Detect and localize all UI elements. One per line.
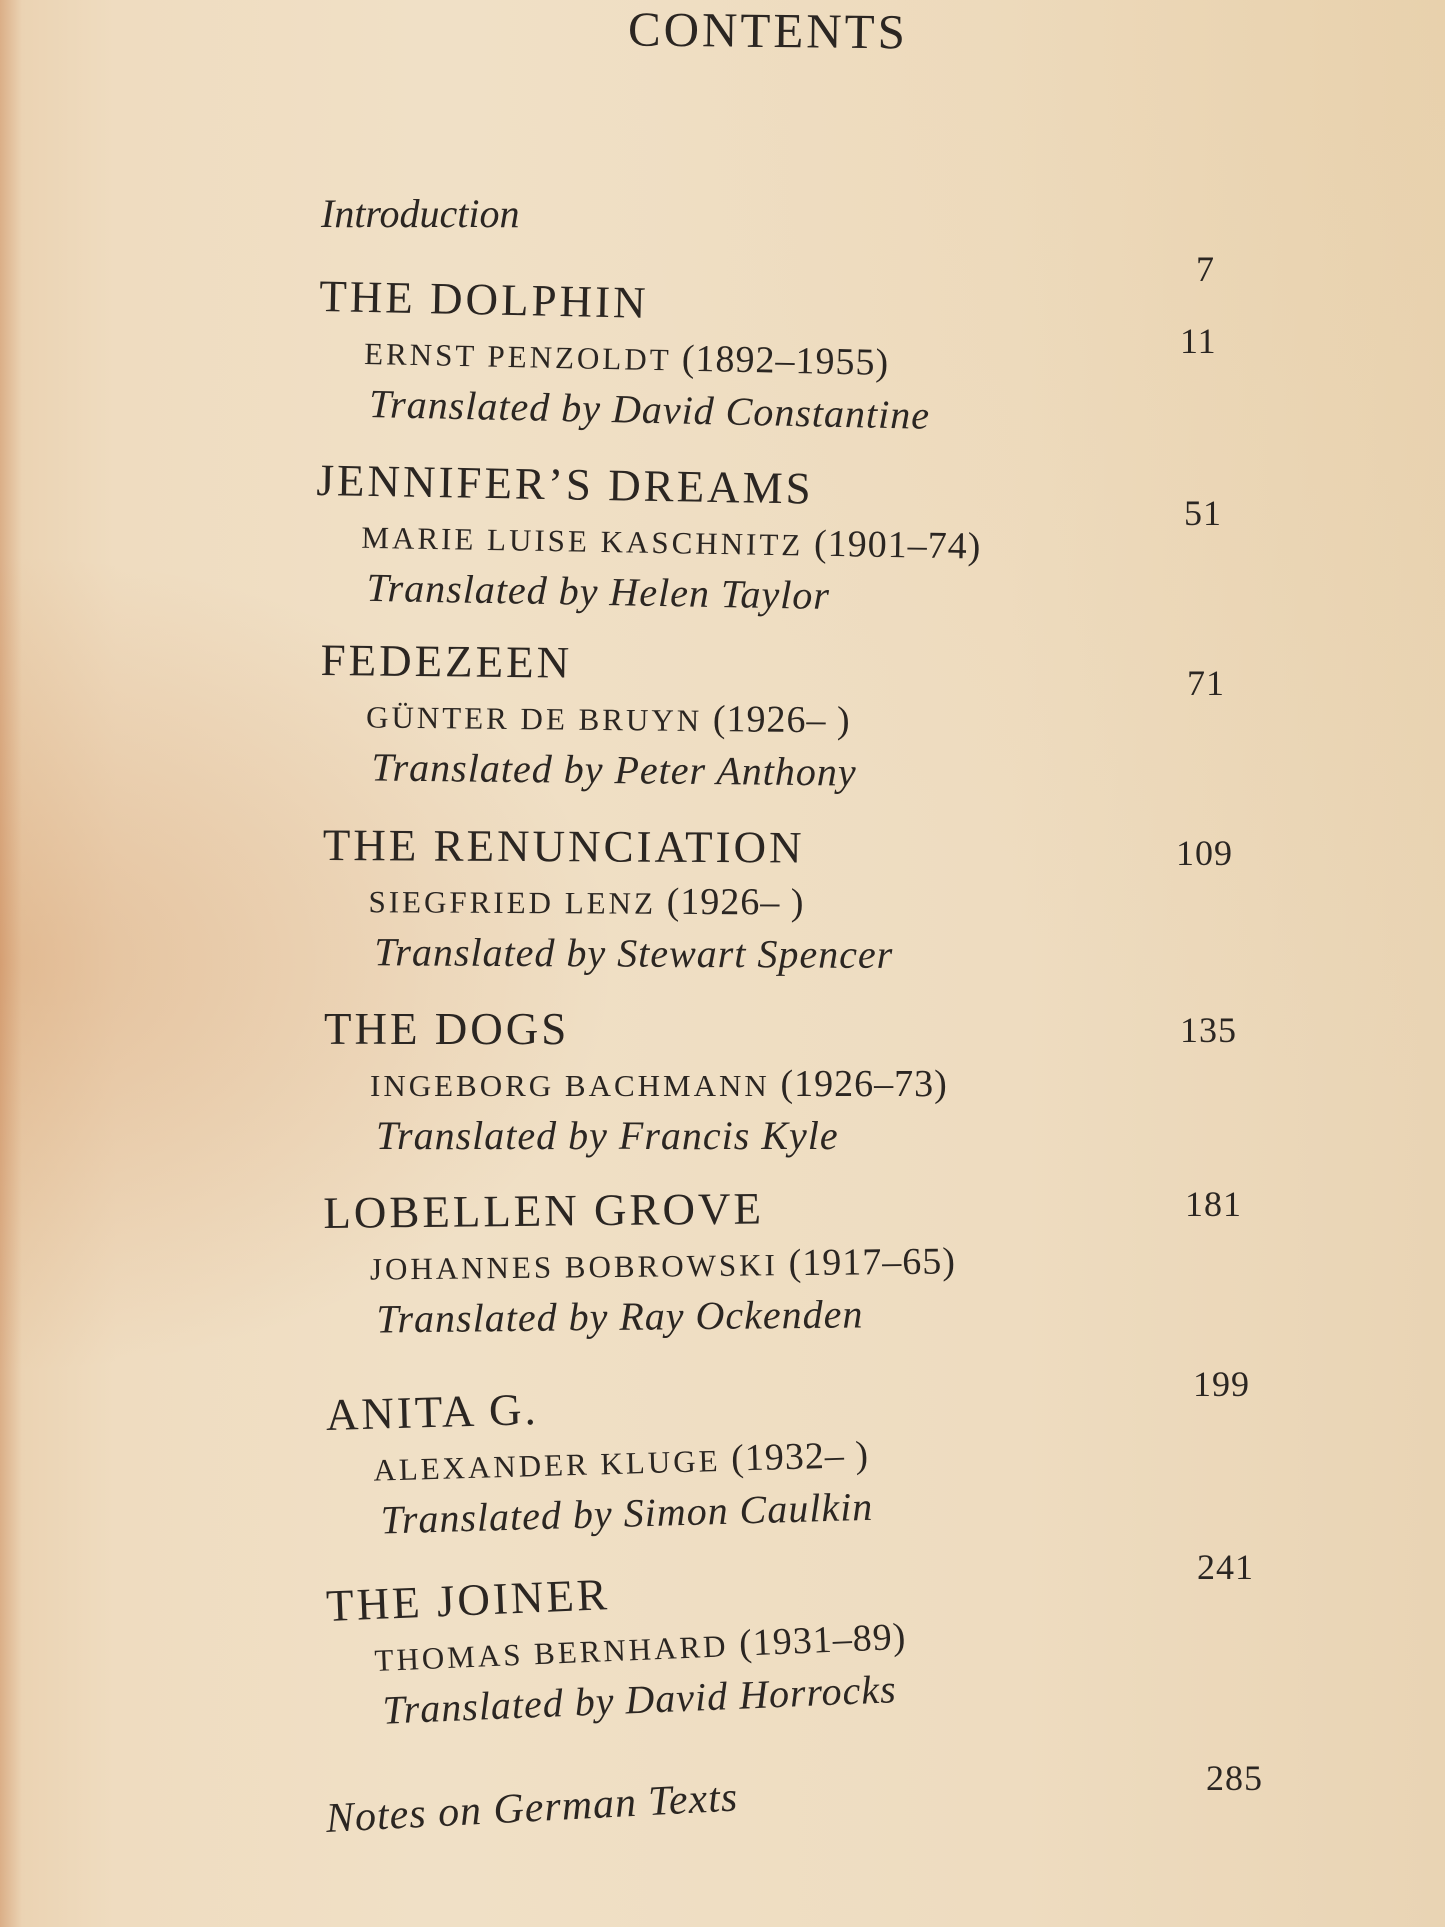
story-title: JENNIFER’S DREAMS	[316, 454, 815, 514]
author-name: MARIE LUISE KASCHNITZ	[361, 519, 804, 563]
author-years: (1917–65)	[788, 1240, 957, 1285]
page-number: 199	[1193, 1364, 1250, 1404]
author-line	[366, 690, 858, 747]
toc-entry	[317, 266, 933, 441]
translator-line: Translated by Peter Anthony	[371, 744, 857, 795]
author-name: ALEXANDER KLUGE	[372, 1442, 721, 1488]
story-title: THE RENUNCIATION	[322, 819, 805, 873]
author-name: GÜNTER DE BRUYN	[365, 699, 703, 738]
contents-heading: CONTENTS	[627, 1, 909, 60]
story-title: LOBELLEN GROVE	[323, 1183, 765, 1238]
author-name: SIEGFRIED LENZ	[368, 884, 657, 921]
page-edge-shadow	[0, 0, 22, 1927]
page-number: 71	[1187, 663, 1225, 703]
translator-line: Translated by Francis Kyle	[376, 1113, 839, 1158]
page-number: 181	[1185, 1184, 1242, 1224]
author-years: (1926– )	[712, 698, 851, 742]
translator-line: Translated by Stewart Spencer	[374, 929, 894, 977]
author-years: (1932– )	[730, 1433, 870, 1480]
translator-line: Translated by Ray Ockenden	[376, 1291, 864, 1342]
author-name: ERNST PENZOLDT	[363, 335, 672, 378]
author-name: INGEBORG BACHMANN	[370, 1068, 770, 1103]
translator-line: Translated by Simon Caulkin	[380, 1483, 874, 1543]
toc-entry	[319, 630, 858, 798]
notes-label: Notes on German Texts	[324, 1774, 740, 1842]
author-years: (1901–74)	[813, 522, 982, 568]
translator-line: Translated by David Constantine	[368, 381, 931, 438]
story-title: THE DOLPHIN	[318, 270, 650, 328]
page-number: 135	[1180, 1010, 1237, 1050]
page-number: 109	[1176, 833, 1233, 873]
author-years: (1926– )	[666, 880, 805, 924]
toc-entry	[314, 450, 983, 624]
author-line	[368, 875, 893, 930]
author-years: (1892–1955)	[681, 337, 890, 384]
translator-line: Translated by David Horrocks	[381, 1666, 898, 1733]
story-title: ANITA G.	[325, 1384, 540, 1440]
page-number: 11	[1180, 321, 1217, 361]
introduction-label: Introduction	[321, 191, 520, 236]
author-years: (1926–73)	[780, 1063, 948, 1105]
story-title: THE JOINER	[325, 1569, 611, 1631]
story-title: THE DOGS	[324, 1004, 570, 1054]
toc-entry	[325, 1552, 910, 1738]
page-number: 241	[1197, 1547, 1254, 1587]
translator-line: Translated by Helen Taylor	[366, 564, 831, 618]
toc-entry	[325, 1370, 874, 1547]
author-name: THOMAS BERNHARD	[373, 1628, 730, 1678]
notes-page-number: 285	[1206, 1758, 1263, 1798]
page-number: 51	[1184, 493, 1222, 533]
author-line	[370, 1236, 957, 1294]
introduction-page-number: 7	[1196, 249, 1215, 289]
toc-entry	[323, 1176, 957, 1345]
story-title: FEDEZEEN	[320, 634, 573, 688]
author-name: JOHANNES BOBROWSKI	[369, 1247, 779, 1287]
toc-entry	[324, 999, 948, 1161]
toc-entry	[322, 815, 894, 980]
author-years: (1931–89)	[738, 1615, 908, 1665]
author-line	[370, 1059, 948, 1111]
